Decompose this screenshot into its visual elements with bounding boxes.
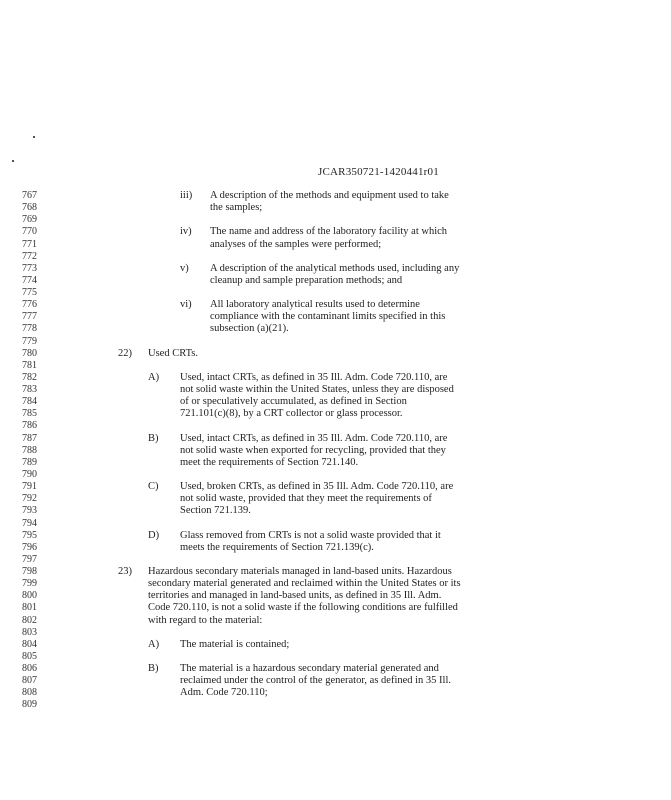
line-number: 785 <box>22 408 37 420</box>
line-number: 796 <box>22 541 37 553</box>
line-number: 772 <box>22 250 37 262</box>
line-number: 774 <box>22 274 37 286</box>
item-text-line: The material is contained; <box>180 638 290 650</box>
item-text-line: of or speculatively accumulated, as defined in Section <box>180 396 407 408</box>
scan-speck <box>33 136 35 138</box>
item-marker: v) <box>180 262 189 274</box>
line-number: 794 <box>22 517 37 529</box>
line-number: 776 <box>22 299 37 311</box>
item-text-line: meets the requirements of Section 721.139(c). <box>180 541 374 553</box>
line-number: 803 <box>22 626 37 638</box>
item-text-line: not solid waste, provided that they meet the requirements of <box>180 493 432 505</box>
item-text-line: secondary material generated and reclaimed within the United States or its <box>148 578 461 590</box>
line-number: 777 <box>22 311 37 323</box>
item-text-line: All laboratory analytical results used to determine <box>210 299 420 311</box>
item-text-line: meet the requirements of Section 721.140. <box>180 456 359 468</box>
line-number: 790 <box>22 468 37 480</box>
line-number: 788 <box>22 444 37 456</box>
item-text-line: The material is a hazardous secondary material generated and <box>180 663 439 675</box>
item-text-line: The name and address of the laboratory facility at which <box>210 226 448 238</box>
item-text-line: cleanup and sample preparation methods; and <box>210 274 403 286</box>
item-marker: A) <box>148 371 160 383</box>
item-marker: iii) <box>180 190 193 201</box>
item-text-line: territories and managed in land-based units, as defined in 35 Ill. Adm. <box>148 590 442 602</box>
item-text-line: the samples; <box>210 202 263 214</box>
line-number: 768 <box>22 202 37 214</box>
line-number: 779 <box>22 335 37 347</box>
item-text-line: A description of the analytical methods used, including any <box>210 262 460 274</box>
item-text-line: Adm. Code 720.110; <box>180 687 268 699</box>
line-number: 771 <box>22 238 37 250</box>
line-number: 780 <box>22 347 37 359</box>
line-number: 801 <box>22 602 37 614</box>
line-number: 807 <box>22 675 37 687</box>
line-number: 791 <box>22 481 37 493</box>
line-number: 770 <box>22 226 37 238</box>
item-text-line: compliance with the contaminant limits specified in this <box>210 311 446 323</box>
item-text-line: with regard to the material: <box>148 614 263 626</box>
line-number: 786 <box>22 420 37 432</box>
line-number: 795 <box>22 529 37 541</box>
line-number: 798 <box>22 566 37 578</box>
item-text-line: not solid waste within the United States, unless they are disposed <box>180 384 454 396</box>
line-number: 769 <box>22 214 37 226</box>
line-number: 809 <box>22 699 37 711</box>
line-number: 806 <box>22 663 37 675</box>
line-number: 787 <box>22 432 37 444</box>
item-marker: 23) <box>118 566 132 578</box>
item-text-line: Hazardous secondary materials managed in land-based units. Hazardous <box>148 566 452 578</box>
item-text-line: Code 720.110, is not a solid waste if the following conditions are fulfilled <box>148 602 458 614</box>
line-number: 797 <box>22 553 37 565</box>
line-number: 789 <box>22 456 37 468</box>
item-marker: vi) <box>180 299 192 311</box>
scan-speck <box>12 160 14 162</box>
document-id: JCAR350721-1420441r01 <box>318 166 439 178</box>
line-number: 799 <box>22 578 37 590</box>
line-number: 767 <box>22 190 37 201</box>
line-number: 792 <box>22 493 37 505</box>
line-number: 781 <box>22 359 37 371</box>
item-text-line: Glass removed from CRTs is not a solid waste provided that it <box>180 529 441 541</box>
item-text-line: A description of the methods and equipment used to take <box>210 190 449 201</box>
line-number: 784 <box>22 396 37 408</box>
item-marker: A) <box>148 638 160 650</box>
item-text-line: analyses of the samples were performed; <box>210 238 382 250</box>
item-text-line: Used, broken CRTs, as defined in 35 Ill. Adm. Code 720.110, are <box>180 481 454 493</box>
line-number: 805 <box>22 650 37 662</box>
line-number: 778 <box>22 323 37 335</box>
item-text-line: 721.101(c)(8), by a CRT collector or glass processor. <box>180 408 403 420</box>
item-text-line: Section 721.139. <box>180 505 251 517</box>
item-marker: iv) <box>180 226 192 238</box>
item-text-line: not solid waste when exported for recycling, provided that they <box>180 444 446 456</box>
line-number: 804 <box>22 638 37 650</box>
item-marker: C) <box>148 481 159 493</box>
item-text-line: Used, intact CRTs, as defined in 35 Ill. Adm. Code 720.110, are <box>180 432 448 444</box>
item-text-line: subsection (a)(21). <box>210 323 289 335</box>
line-number: 775 <box>22 287 37 299</box>
line-number: 802 <box>22 614 37 626</box>
line-number: 808 <box>22 687 37 699</box>
item-marker: 22) <box>118 347 132 359</box>
item-text-line: Used CRTs. <box>148 347 198 359</box>
item-marker: B) <box>148 663 159 675</box>
line-number: 783 <box>22 384 37 396</box>
item-text-line: reclaimed under the control of the generator, as defined in 35 Ill. <box>180 675 452 687</box>
line-number: 773 <box>22 262 37 274</box>
line-number: 793 <box>22 505 37 517</box>
item-marker: D) <box>148 529 160 541</box>
item-text-line: Used, intact CRTs, as defined in 35 Ill. Adm. Code 720.110, are <box>180 371 448 383</box>
item-marker: B) <box>148 432 159 444</box>
line-number: 800 <box>22 590 37 602</box>
line-number: 782 <box>22 371 37 383</box>
